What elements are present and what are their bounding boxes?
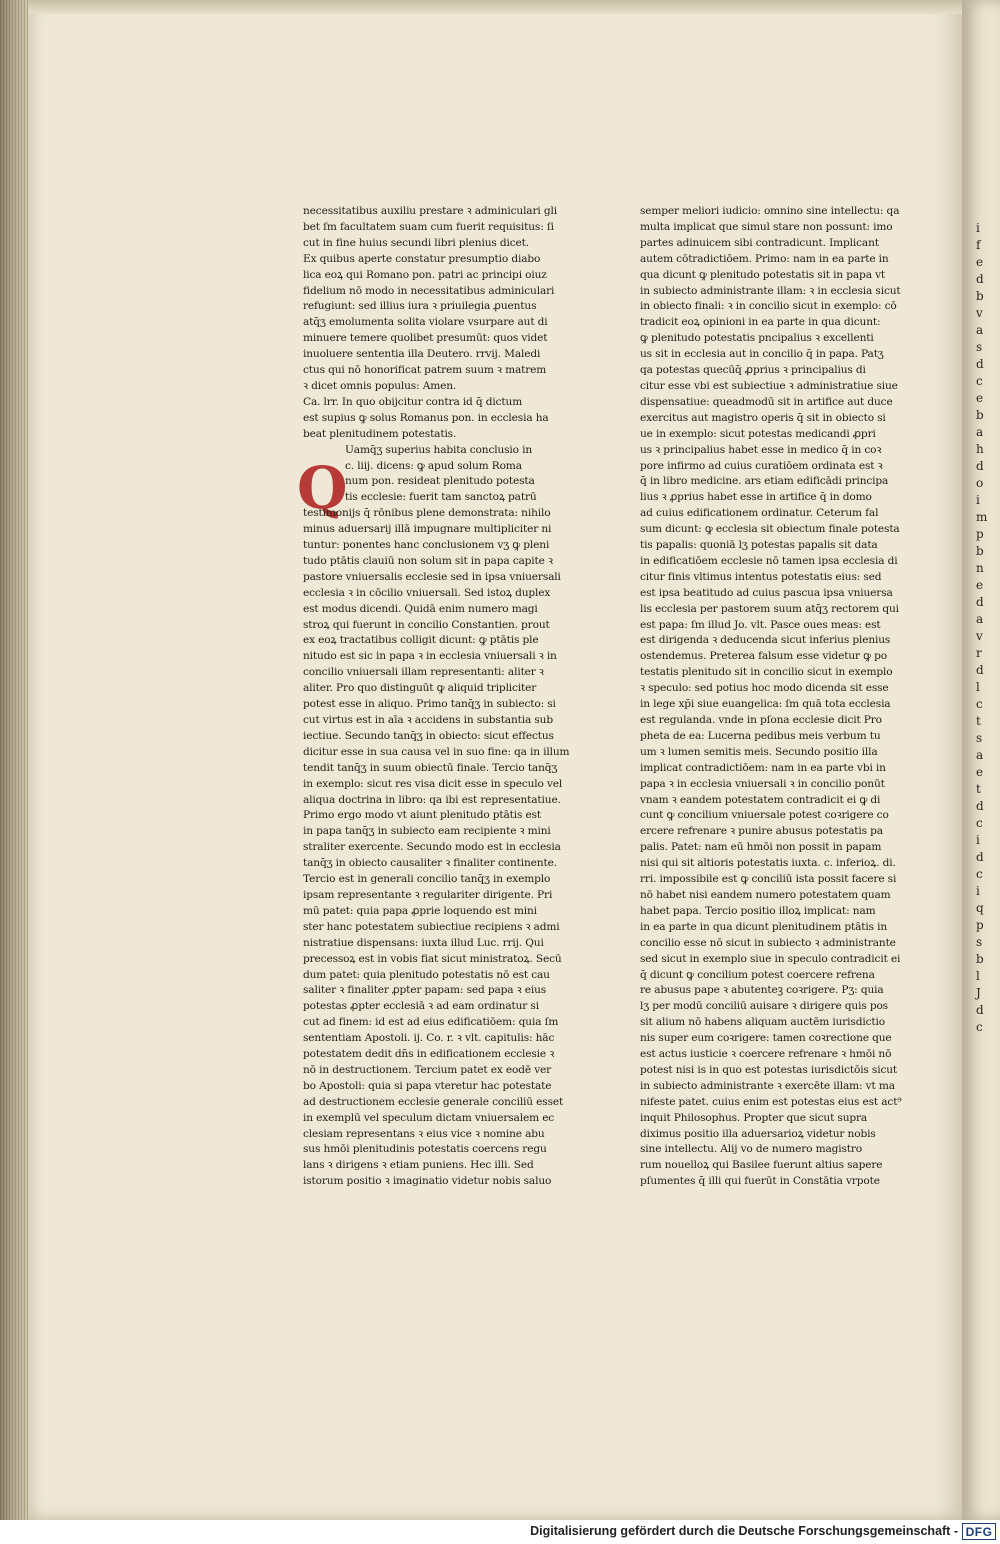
- left-text-column: [303, 204, 571, 1190]
- text-line: clesiam representans ꝛ eius vice ꝛ nomine abu: [303, 1127, 545, 1140]
- text-line: lica eoꝝ qui Romano pon. patri ac principi oiuz: [303, 268, 547, 281]
- text-line: sententiam Apostoli. ij. Co. r. ꝛ vlt. capitulis: hāc: [303, 1032, 555, 1045]
- text-line: potestas ꝓpter ecclesiā ꝛ ad eam ordinatur si: [303, 1000, 539, 1013]
- text-line: istorum positio ꝛ imaginatio videtur nobis saluo: [303, 1175, 552, 1188]
- text-line: in subiecto administrante illam: ꝛ in ecclesia sicut: [640, 284, 901, 297]
- text-line: papa ꝛ in ecclesia vniuersali ꝛ in concilio ponūt: [640, 777, 885, 790]
- text-line: pastore vniuersalis ecclesie sed in ipsa vniuersali: [303, 570, 561, 583]
- text-line: tuntur: ponentes hanc conclusionem vʒ ꝙ pleni: [303, 539, 550, 552]
- text-line: aliqua doctrina in libro: qa ibi est representatiue.: [303, 793, 561, 806]
- text-line: Primo ergo modo vt aiunt plenitudo ptātis est: [303, 809, 542, 822]
- text-line: rum nouelloꝝ qui Basilee fuerunt altius sapere: [640, 1159, 883, 1172]
- text-line: potest esse in aliquo. Primo tanq̄ʒ in subiecto: si: [303, 698, 556, 711]
- text-line: mū patet: quia papa ꝓprie loquendo est mini: [303, 904, 537, 917]
- text-line: autem cōtradictiōem. Primo: nam in ea parte in: [640, 252, 889, 265]
- text-line: ꝛ dicet omnis populus: Amen.: [303, 379, 457, 392]
- text-line: saliter ꝛ finaliter ꝓpter papam: sed papa ꝛ eius: [303, 984, 547, 997]
- text-line: tis ecclesie: fuerit tam sanctoꝝ patrū: [345, 491, 537, 504]
- text-line: lans ꝛ dirigens ꝛ etiam puniens. Hec illi. Sed: [303, 1159, 534, 1172]
- text-line: precessoꝝ est in vobis fiat sicut ministratoꝝ. Secū: [303, 952, 562, 965]
- text-line: est actus iusticie ꝛ coercere refrenare ꝛ hmōi nō: [640, 1048, 892, 1061]
- text-line: sed sicut in exemplo siue in speculo contradicit ei: [640, 952, 901, 965]
- drop-cap-initial: Q: [297, 454, 348, 522]
- text-line: nō in destructionem. Tercium patet ex eodē ver: [303, 1063, 552, 1076]
- text-line: in ea parte in qua dicunt plenitudinem ptātis in: [640, 920, 888, 933]
- text-line: nifeste patet. cuius enim est potestas eius est act⁹: [640, 1095, 902, 1108]
- text-line: est ipsa beatitudo ad cuius pascua ipsa vniuersa: [640, 586, 893, 599]
- text-line: num pon. resideat plenitudo potesta: [345, 475, 535, 488]
- text-line: bo Apostoli: quia si papa vteretur hac potestate: [303, 1079, 552, 1092]
- text-line: est regulanda. vnde in pſona ecclesie dicit Pro: [640, 714, 882, 726]
- text-line: dicitur esse in sua causa vel in suo fine: qa in illum: [303, 745, 570, 758]
- text-line: nistratiue dispensans: iuxta illud Luc. rrij. Qui: [303, 936, 544, 949]
- text-line: multa implicat que simul stare non possunt: imo: [640, 220, 893, 233]
- right-text-column: [640, 204, 908, 1190]
- text-line: fidelium nō modo in necessitatibus adminiculari: [303, 284, 555, 297]
- text-line: diximus positio illa aduersarioꝝ videtur nobis: [640, 1127, 876, 1140]
- text-line: necessitatibus auxiliu prestare ꝛ adminiculari gli: [303, 205, 557, 217]
- text-line: concilio esse nō sicut in subiecto ꝛ administrante: [640, 936, 896, 949]
- text-line: vnam ꝛ eandem potestatem contradicit ei ꝙ di: [640, 793, 881, 806]
- text-line: sum dicunt: ꝙ ecclesia sit obiectum finale potesta: [640, 523, 900, 536]
- text-line: nō habet nisi eandem numero potestatem quam: [640, 888, 891, 901]
- text-line: lis ecclesia per pastorem suum atq̄ʒ rectorem qui: [640, 602, 899, 615]
- text-line: us sit in ecclesia aut in concilio q̄ in papa. Patʒ: [640, 348, 884, 361]
- text-line: aliter. Pro quo distinguūt ꝙ aliquid tripliciter: [303, 682, 537, 695]
- text-line: Tercio est in generali concilio tanq̄ʒ in exemplo: [303, 873, 551, 886]
- text-line: in exemplo: sicut res visa dicit esse in speculo vel: [303, 777, 563, 790]
- text-line: tudo ptātis clauiū non solum sit in papa capite ꝛ: [303, 554, 553, 567]
- text-line: semper meliori iudicio: omnino sine intellectu: qa: [640, 205, 900, 217]
- text-line: ercere refrenare ꝛ punire abusus potestatis pa: [640, 825, 883, 838]
- text-line: Ex quibus aperte constatur presumptio diabo: [303, 252, 541, 265]
- text-line: citur finis vltimus intentus potestatis eius: sed: [640, 570, 882, 583]
- text-line: ad cuius edificationem ordinatur. Ceterum fal: [640, 507, 879, 520]
- text-line: cut in fine huius secundi libri plenius dicet.: [303, 236, 529, 249]
- facing-page: [962, 0, 1000, 1520]
- footer-credit: Digitalisierung gefördert durch die Deutsche Forschungsgemeinschaft -: [530, 1524, 958, 1538]
- text-line: qa potestas quecūq̄ ꝓprius ꝛ principalius di: [640, 364, 866, 377]
- page-top-edge: [28, 0, 964, 14]
- text-line: ostendemus. Preterea falsum esse videtur ꝙ po: [640, 650, 888, 663]
- text-line: c. liij. dicens: ꝙ apud solum Roma: [345, 459, 522, 472]
- text-line: exercitus aut magistro operis q̄ sit in obiecto si: [640, 411, 886, 424]
- text-line: potest nisi is in quo est potestas iurisdictōis sicut: [640, 1063, 898, 1076]
- text-line: inuoluere sententia illa Deutero. rrvij. Maledi: [303, 348, 541, 361]
- text-line: in lege xp̄i siue euangelica: ſm quā tota ecclesia: [640, 698, 891, 711]
- text-line: sine intellectu. Alij vo de numero magistro: [640, 1143, 863, 1156]
- text-line: lʒ per modū conciliū auisare ꝛ dirigere quis pos: [640, 1000, 888, 1013]
- text-line: minus aduersarij illā impugnare multipliciter ni: [303, 523, 552, 536]
- text-line: tendit tanq̄ʒ in suum obiectū finale. Tercio tanq̄ʒ: [303, 761, 558, 774]
- text-line: est papa: ſm illud Jo. vlt. Pasce oues meas: est: [640, 618, 881, 631]
- text-line: rri. impossibile est ꝙ conciliū ista possit facere si: [640, 873, 897, 886]
- facing-page-text: i f e d b v a s d c e b a h d o i m p b n e d a v r d l c t s a e t d c i d c i q p s b l J d c: [976, 221, 988, 1034]
- text-line: in exemplū vel speculum dictam vniuersalem ec: [303, 1111, 555, 1124]
- text-line: Uamq̄ʒ superius habita conclusio in: [345, 443, 533, 456]
- text-line: concilio vniuersali illam representanti: aliter ꝛ: [303, 666, 544, 679]
- text-line: nisi qui sit altioris potestatis iuxta. c. inferioꝝ. di.: [640, 857, 896, 870]
- text-line: ster hanc potestatem subiectiue recipiens ꝛ admi: [303, 920, 560, 933]
- text-line: pſumentes q̄ illi qui fuerūt in Constātia vrpote: [640, 1175, 880, 1188]
- text-line: in edificatiōem ecclesie nō tamen ipsa ecclesia di: [640, 554, 898, 567]
- text-line: tradicit eoꝝ opinioni in ea parte in qua dicunt:: [640, 316, 881, 329]
- text-line: est modus dicendi. Quidā enim numero magi: [303, 602, 538, 615]
- text-line: us ꝛ principalius habet esse in medico q̄ in coꝛ: [640, 443, 882, 456]
- text-line: ecclesia ꝛ in cōcilio vniuersali. Sed istoꝝ duplex: [303, 586, 551, 599]
- text-line: Ca. lrr. In quo obijcitur contra id q̄ dictum: [303, 395, 523, 408]
- text-line: re abusus pape ꝛ abutenteꝫ coꝛrigere. Pʒ: quia: [640, 984, 884, 997]
- text-line: sus hmōi plenitudinis potestatis coercens regu: [303, 1143, 547, 1156]
- text-line: implicat contradictiōem: nam in ea parte vbi in: [640, 761, 886, 774]
- text-line: pheta de ea: Lucerna pedibus meis verbum tu: [640, 729, 881, 742]
- text-line: nis super eum coꝛrigere: tamen coꝛrectione que: [640, 1032, 892, 1045]
- text-line: in papa tanq̄ʒ in subiecto eam recipiente ꝛ mini: [303, 825, 551, 838]
- text-line: ipsam representante ꝛ regulariter dirigente. Pri: [303, 888, 553, 901]
- text-line: testatis plenitudo sit in concilio sicut in exemplo: [640, 666, 893, 679]
- text-line: um ꝛ lumen semitis meis. Secundo positio illa: [640, 745, 878, 758]
- text-line: inquit Philosophus. Propter que sicut supra: [640, 1111, 868, 1124]
- text-line: citur esse vbi est subiectiue ꝛ administratiue siue: [640, 379, 898, 392]
- text-line: cunt ꝙ concilium vniuersale potest coꝛrigere co: [640, 809, 889, 822]
- text-line: ꝙ plenitudo potestatis pncipalius ꝛ excellenti: [640, 332, 874, 345]
- text-line: partes adinuicem sibi contradicunt. Implicant: [640, 236, 879, 249]
- text-line: stroꝝ qui fuerunt in concilio Constantien. prout: [303, 618, 550, 631]
- text-line: beat plenitudinem potestatis.: [303, 427, 457, 440]
- text-line: ex eoꝝ tractatibus colligit dicunt: ꝙ ptātis ple: [303, 634, 539, 647]
- text-line: dum patet: quia plenitudo potestatis nō est cau: [303, 968, 550, 981]
- text-line: tis papalis: quoniā lʒ potestas papalis sit data: [640, 539, 878, 552]
- text-line: palis. Patet: nam eū hmōi non possit in papam: [640, 841, 882, 854]
- text-line: qua dicunt ꝙ plenitudo potestatis sit in papa vt: [640, 268, 886, 281]
- text-line: bet ſm facultatem suam cum fuerit requisitus: ſi: [303, 220, 554, 233]
- text-line: atq̄ʒ emolumenta solita violare vsurpare aut di: [303, 316, 548, 329]
- text-line: cut ad finem: id est ad eius edificatiōem: quia ſm: [303, 1016, 559, 1029]
- text-line: tanq̄ʒ in obiecto causaliter ꝛ finaliter continente.: [303, 857, 557, 870]
- text-line: est supius ꝙ solus Romanus pon. in ecclesia ha: [303, 411, 549, 424]
- text-line: est dirigenda ꝛ deducenda sicut inferius plenius: [640, 634, 891, 647]
- text-line: dispensatiue: queadmodū sit in artifice aut duce: [640, 395, 893, 408]
- text-line: habet papa. Tercio positio illoꝝ implicat: nam: [640, 904, 876, 917]
- text-line: ꝛ speculo: sed potius hoc modo dicenda sit esse: [640, 682, 889, 695]
- text-line: in subiecto administrante ꝛ exercēte illam: vt ma: [640, 1079, 895, 1092]
- text-line: ctus qui nō honorificat patrem suum ꝛ matrem: [303, 364, 547, 377]
- text-line: straliter exercente. Secundo modo est in ecclesia: [303, 841, 561, 854]
- text-line: ad destructionem ecclesie generale conciliū esset: [303, 1095, 564, 1108]
- text-line: nitudo est sic in papa ꝛ in ecclesia vniuersali ꝛ in: [303, 650, 557, 663]
- text-line: pore infirmo ad cuius curatiōem ordinata est ꝛ: [640, 459, 883, 472]
- text-line: cut virtus est in aīa ꝛ accidens in substantia sub: [303, 714, 553, 726]
- text-line: refugiunt: sed illius iura ꝛ priuilegia ꝓuentus: [303, 300, 537, 313]
- text-line: ue in exemplo: sicut potestas medicandi ꝓpri: [640, 427, 876, 440]
- text-line: potestatem dedit dn̄s in edificationem ecclesie ꝛ: [303, 1048, 555, 1061]
- text-line: sit alium nō habens aliquam auctēm iurisdictio: [640, 1016, 885, 1029]
- footer-bar: [0, 1520, 1000, 1544]
- text-line: iectiue. Secundo tanq̄ʒ in obiecto: sicut effectus: [303, 729, 554, 742]
- text-line: lius ꝛ ꝓprius habet esse in artifice q̄ in domo: [640, 491, 872, 504]
- text-line: q̄ dicunt ꝙ concilium potest coercere refrena: [640, 968, 875, 981]
- text-line: minuere temere quolibet presumūt: quos videt: [303, 332, 548, 345]
- dfg-logo: DFG: [962, 1523, 996, 1540]
- text-line: testimonijs q̄ rōnibus plene demonstrata: nihilo: [303, 507, 551, 520]
- text-line: in obiecto finali: ꝛ in concilio sicut in exemplo: cō: [640, 300, 897, 313]
- text-line: q̄ in libro medicine. ars etiam edificādi principa: [640, 475, 889, 488]
